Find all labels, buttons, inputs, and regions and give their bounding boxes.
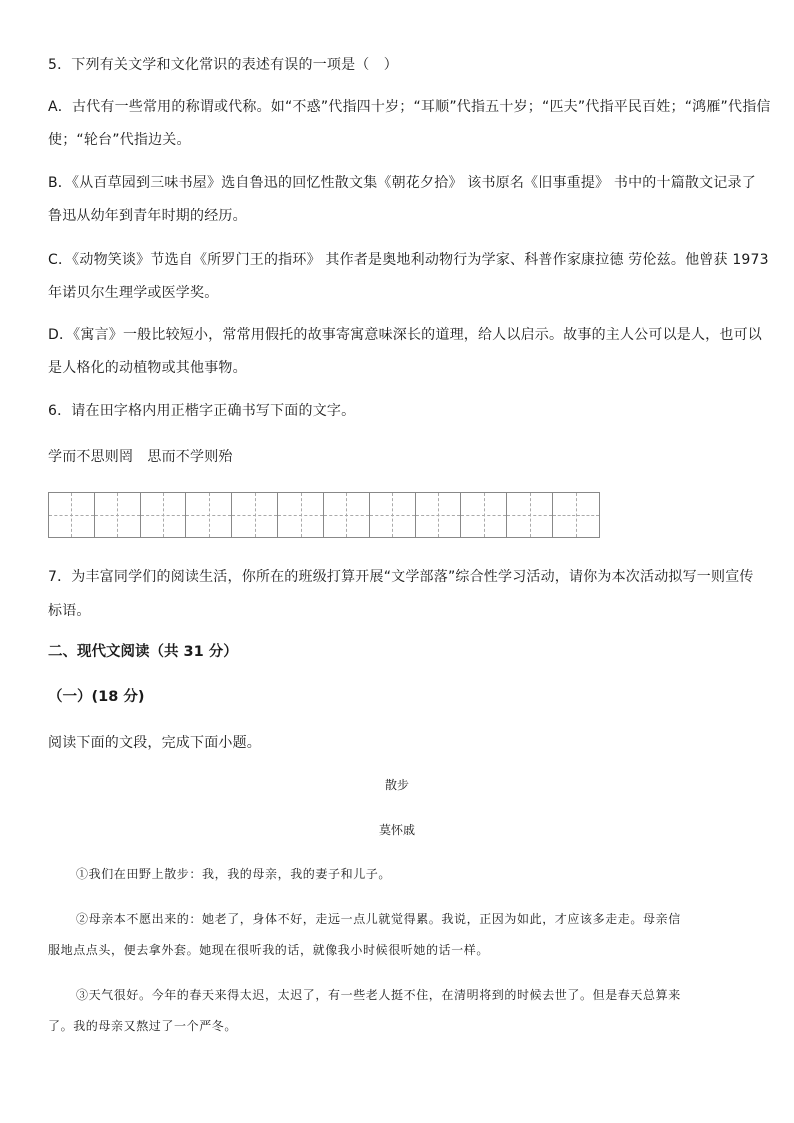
- tianzige-cell[interactable]: [553, 493, 599, 537]
- q7-line1: 7．为丰富同学们的阅读生活，你所在的班级打算开展“文学部落”综合性学习活动，请你为本次活动拟写一则宣传: [48, 569, 754, 585]
- tianzige-cell[interactable]: [370, 493, 416, 537]
- article-paragraph-3-line2: 了。我的母亲又熬过了一个严冬。: [48, 1019, 238, 1033]
- article-paragraph-2-line2: 服地点点头，便去拿外套。她现在很听我的话，就像我小时候很听她的话一样。: [48, 943, 490, 957]
- tianzige-cell[interactable]: [461, 493, 507, 537]
- section2-heading: 二、现代文阅读（共 31 分）: [48, 644, 238, 660]
- article-title: 散步: [384, 778, 409, 792]
- tianzige-cell[interactable]: [49, 493, 95, 537]
- tianzige-cell[interactable]: [95, 493, 141, 537]
- q5-option-a-line1: A．古代有一些常用的称谓或代称。如“不惑”代指四十岁；“耳顺”代指五十岁；“匹夫”代指平民百姓；“鸿雁”代指信: [48, 99, 771, 115]
- tianzige-cell[interactable]: [507, 493, 553, 537]
- article-paragraph-2-line1: ②母亲本不愿出来的：她老了，身体不好，走远一点儿就觉得累。我说，正因为如此，才应该多走走。母亲信: [76, 912, 681, 926]
- tianzige-cell[interactable]: [416, 493, 462, 537]
- q5-option-a-line2: 使；“轮台”代指边关。: [48, 132, 191, 148]
- tianzige-cell[interactable]: [232, 493, 278, 537]
- q6-stem: 6．请在田字格内用正楷字正确书写下面的文字。: [48, 403, 356, 419]
- q5-stem: 5．下列有关文学和文化常识的表述有误的一项是（ ）: [48, 57, 398, 73]
- tianzige-cell[interactable]: [141, 493, 187, 537]
- article-author: 莫怀戚: [378, 823, 415, 837]
- q5-option-b-line2: 鲁迅从幼年到青年时期的经历。: [48, 208, 247, 224]
- reading-instruction: 阅读下面的文段，完成下面小题。: [48, 735, 261, 751]
- q5-option-d-line2: 是人格化的动植物或其他事物。: [48, 360, 247, 376]
- q5-option-b-line1: B．《从百草园到三味书屋》选自鲁迅的回忆性散文集《朝花夕拾》 该书原名《旧事重提》 书中的十篇散文记录了: [48, 175, 756, 191]
- q5-option-c-line2: 年诺贝尔生理学或医学奖。: [48, 285, 219, 301]
- q6-copy-text: 学而不思则罔 思而不学则殆: [48, 449, 233, 465]
- tianzige-cell[interactable]: [278, 493, 324, 537]
- tianzige-cell[interactable]: [324, 493, 370, 537]
- tianzige-cell[interactable]: [186, 493, 232, 537]
- q7-line2: 标语。: [48, 603, 91, 619]
- article-paragraph-1: ①我们在田野上散步：我，我的母亲，我的妻子和儿子。: [76, 867, 392, 881]
- tianzige-grid: [48, 492, 600, 538]
- article-paragraph-3-line1: ③天气很好。今年的春天来得太迟，太迟了，有一些老人挺不住，在清明将到的时候去世了。但是春天总算来: [76, 988, 681, 1002]
- q5-option-d-line1: D．《寓言》一般比较短小，常常用假托的故事寄寓意味深长的道理，给人以启示。故事的主人公可以是人，也可以: [48, 327, 762, 343]
- q5-option-c-line1: C．《动物笑谈》节选自《所罗门王的指环》 其作者是奥地利动物行为学家、科普作家康拉德 劳伦兹。他曾获 1973: [48, 252, 769, 268]
- section2-part1-heading: （一）(18 分): [48, 689, 145, 705]
